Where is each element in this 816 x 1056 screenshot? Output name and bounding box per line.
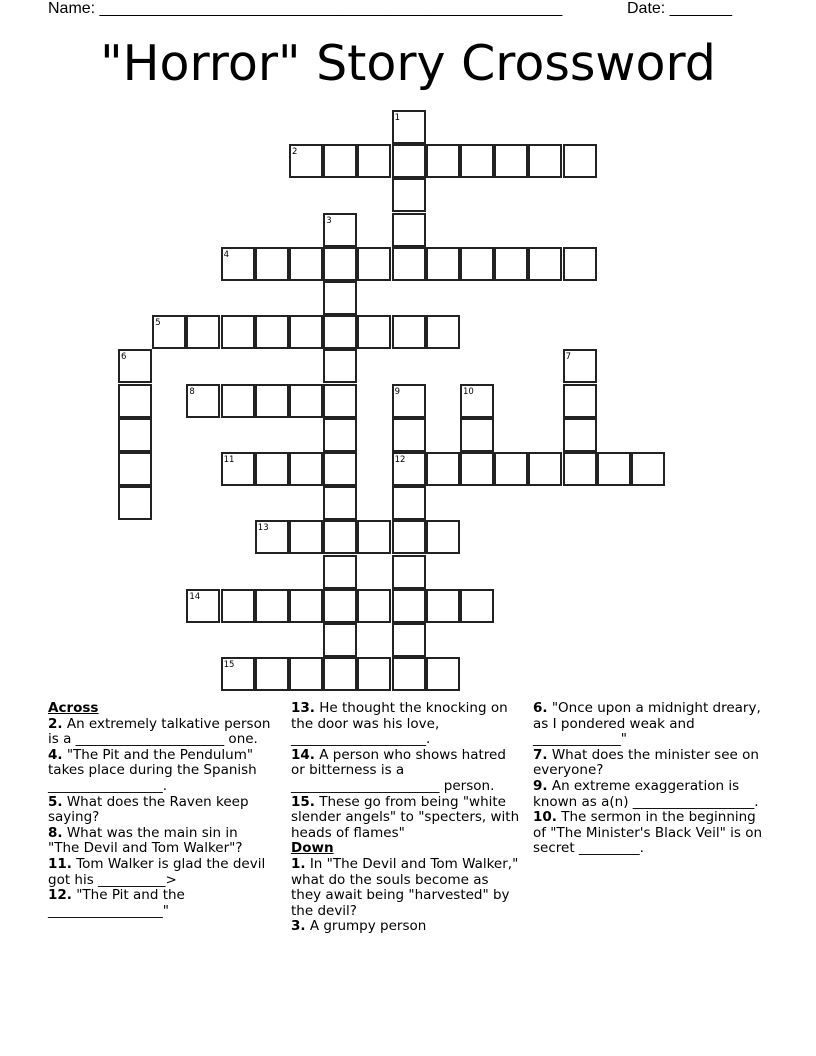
puzzle-title: "Horror" Story Crossword (100, 35, 716, 92)
grid-cell[interactable] (118, 452, 152, 486)
grid-cell[interactable] (597, 452, 631, 486)
grid-cell[interactable] (255, 315, 289, 349)
grid-cell[interactable] (426, 520, 460, 554)
clue-across-15: 15. These go from being "white slender angels" to "specters, with heads of flames" (291, 793, 520, 841)
grid-cell[interactable] (255, 452, 289, 486)
clue-number-label: 12 (394, 455, 406, 465)
clue-down-9: 9. An extreme exaggeration is known as a(n) __________________. (533, 777, 759, 810)
grid-cell[interactable] (221, 589, 255, 623)
grid-cell[interactable] (323, 247, 357, 281)
clues-column-1 (48, 701, 273, 919)
clue-number-label: 6 (121, 352, 127, 363)
clue-down-6: 6. "Once upon a midnight dreary, as I pondered weak and _____________" (533, 700, 761, 748)
grid-cell[interactable] (426, 452, 460, 486)
grid-cell[interactable] (426, 589, 460, 623)
grid-cell[interactable] (563, 247, 597, 281)
grid-cell[interactable] (323, 452, 357, 486)
grid-cell[interactable] (323, 623, 357, 657)
grid-cell[interactable] (460, 247, 494, 281)
grid-cell[interactable] (323, 281, 357, 315)
grid-cell[interactable] (392, 623, 426, 657)
grid-cell[interactable] (392, 144, 426, 178)
grid-cell[interactable] (392, 520, 426, 554)
grid-cell[interactable] (426, 247, 460, 281)
grid-cell[interactable] (563, 418, 597, 452)
grid-cell[interactable] (255, 657, 289, 691)
clue-number-label: 3 (326, 215, 332, 226)
grid-cell[interactable] (392, 213, 426, 247)
grid-cell[interactable] (323, 384, 357, 418)
grid-cell[interactable] (289, 657, 323, 691)
clue-across-14: 14. A person who shows hatred or bitterness is a ______________________ person. (291, 746, 506, 794)
clue-across-8: 8. What was the main sin in "The Devil and Tom Walker"? (48, 824, 243, 857)
name-field-label: Name: ____________________________________________________ (48, 0, 563, 17)
grid-cell[interactable] (563, 384, 597, 418)
grid-cell[interactable] (631, 452, 665, 486)
down-heading: Down (291, 840, 334, 857)
grid-cell[interactable] (255, 247, 289, 281)
grid-cell[interactable] (118, 486, 152, 520)
clue-number-label: 13 (257, 523, 269, 534)
grid-cell[interactable] (289, 452, 323, 486)
clue-number-label: 9 (394, 386, 401, 397)
grid-cell[interactable] (392, 315, 426, 349)
clue-number-label: 5 (155, 318, 161, 329)
grid-cell[interactable] (357, 144, 391, 178)
grid-cell[interactable] (392, 555, 426, 589)
clue-down-1: 1. In "The Devil and Tom Walker," what do the souls become as they await being "harvested" by the devil? (291, 855, 519, 919)
grid-cell[interactable] (426, 144, 460, 178)
clue-number-label: 4 (223, 249, 230, 260)
clues-column-3 (533, 701, 765, 857)
across-heading: Across (48, 700, 99, 716)
grid-cell[interactable] (289, 315, 323, 349)
clues-column-2 (291, 701, 521, 935)
grid-cell[interactable] (357, 589, 391, 623)
clue-across-13: 13. He thought the knocking on the door was his love, ____________________. (291, 700, 508, 748)
grid-cell[interactable] (460, 589, 494, 623)
clue-across-4: 4. "The Pit and the Pendulum" takes place during the Spanish _________________. (48, 746, 257, 794)
clue-number-label: 15 (223, 660, 235, 671)
grid-cell[interactable] (323, 349, 357, 383)
grid-cell[interactable] (289, 247, 323, 281)
clue-across-2: 2. An extremely talkative person is a ______________________ one. (48, 715, 271, 748)
grid-cell[interactable] (528, 452, 562, 486)
grid-cell[interactable] (255, 589, 289, 623)
clue-number-label: 1 (394, 113, 401, 123)
clue-number-label: 14 (189, 591, 201, 602)
grid-cell[interactable] (323, 418, 357, 452)
grid-cell[interactable] (118, 384, 152, 418)
clue-across-11: 11. Tom Walker is glad the devil got his __________> (48, 855, 266, 888)
grid-cell[interactable] (323, 144, 357, 178)
grid-cell[interactable] (392, 657, 426, 691)
clue-number-label: 11 (223, 455, 235, 465)
grid-cell[interactable] (563, 144, 597, 178)
clue-down-3: 3. A grumpy person (291, 918, 427, 935)
grid-cell[interactable] (357, 520, 391, 554)
grid-cell[interactable] (289, 589, 323, 623)
grid-cell[interactable] (118, 418, 152, 452)
grid-cell[interactable] (323, 589, 357, 623)
grid-cell[interactable] (323, 555, 357, 589)
clue-number-label: 2 (292, 147, 298, 158)
grid-cell[interactable] (494, 247, 528, 281)
grid-cell[interactable] (460, 418, 494, 452)
grid-cell[interactable] (323, 657, 357, 691)
grid-cell[interactable] (426, 315, 460, 349)
grid-cell[interactable] (357, 657, 391, 691)
clue-number-label: 10 (463, 386, 474, 397)
grid-cell[interactable] (323, 520, 357, 554)
clue-down-10: 10. The sermon in the beginning of "The Minister's Black Veil" is on secret _________. (533, 809, 763, 857)
grid-cell[interactable] (186, 315, 220, 349)
grid-cell[interactable] (392, 418, 426, 452)
grid-cell[interactable] (392, 589, 426, 623)
grid-cell[interactable] (289, 520, 323, 554)
clue-number-label: 7 (565, 352, 572, 363)
grid-cell[interactable] (323, 486, 357, 520)
grid-cell[interactable] (528, 144, 562, 178)
grid-cell[interactable] (392, 247, 426, 281)
date-field-label: Date: _______ (627, 0, 732, 17)
grid-cell[interactable] (357, 247, 391, 281)
grid-cell[interactable] (255, 384, 289, 418)
grid-cell[interactable] (563, 452, 597, 486)
grid-cell[interactable] (494, 452, 528, 486)
grid-cell[interactable] (494, 144, 528, 178)
grid-cell[interactable] (392, 178, 426, 212)
grid-cell[interactable] (460, 452, 494, 486)
clue-across-12: 12. "The Pit and the _________________" (48, 887, 185, 919)
grid-cell[interactable] (528, 247, 562, 281)
clue-across-5: 5. What does the Raven keep saying? (48, 793, 249, 826)
grid-cell[interactable] (323, 315, 357, 349)
clue-down-7: 7. What does the minister see on everyone? (533, 746, 759, 779)
grid-cell[interactable] (289, 384, 323, 418)
clue-number-label: 8 (189, 386, 195, 397)
grid-cell[interactable] (221, 384, 255, 418)
grid-cell[interactable] (392, 486, 426, 520)
grid-cell[interactable] (426, 657, 460, 691)
grid-cell[interactable] (357, 315, 391, 349)
grid-cell[interactable] (221, 315, 255, 349)
grid-cell[interactable] (460, 144, 494, 178)
